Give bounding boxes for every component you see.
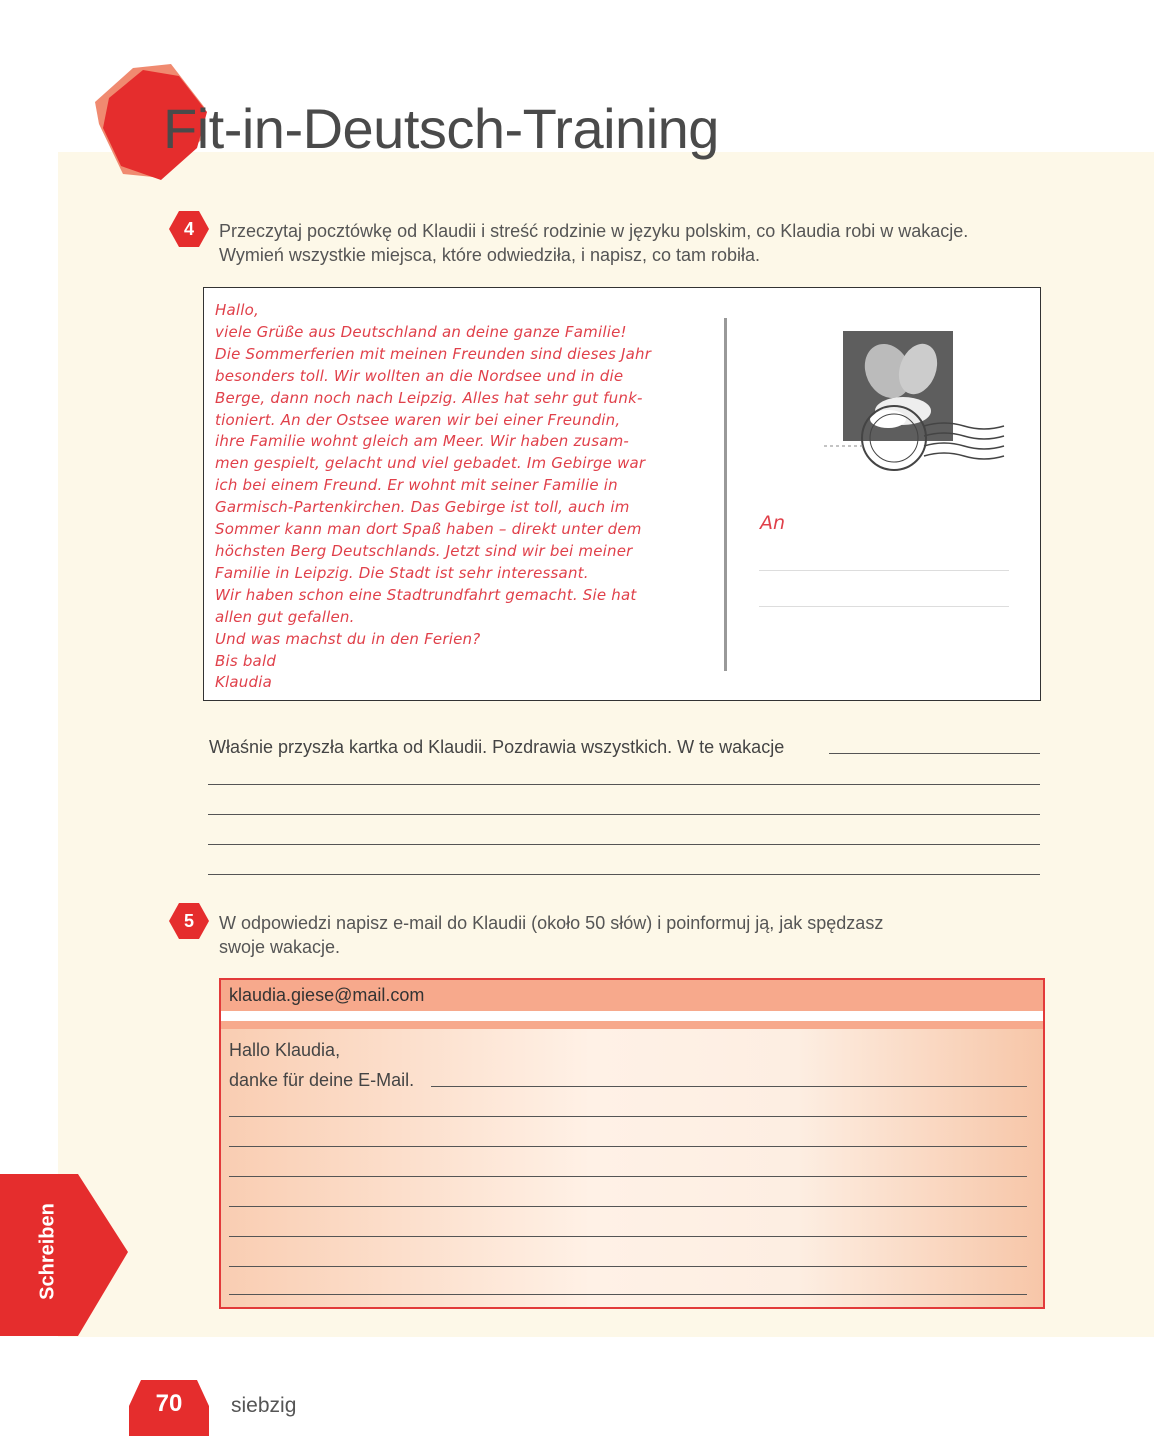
letter-line: besonders toll. Wir wollten an die Nordsee und in die xyxy=(215,366,624,385)
answer-line[interactable] xyxy=(208,874,1040,875)
email-write-line[interactable] xyxy=(229,1294,1027,1295)
page-number-word: siebzig xyxy=(231,1394,297,1417)
email-write-line[interactable] xyxy=(229,1146,1027,1147)
page-number-badge xyxy=(129,1376,209,1436)
section-tab-label: Schreiben xyxy=(36,1203,59,1300)
answer-line[interactable] xyxy=(208,814,1040,815)
email-write-line[interactable] xyxy=(431,1086,1027,1087)
letter-line: Sommer kann man dort Spaß haben – direkt unter dem xyxy=(215,520,642,539)
letter-line: Wir haben schon eine Stadtrundfahrt gemacht. Sie hat xyxy=(215,585,637,604)
email-form xyxy=(219,978,1045,1309)
exercise-5-badge xyxy=(169,901,209,941)
letter-line: ihre Familie wohnt gleich am Meer. Wir haben zusam- xyxy=(215,432,630,451)
section-tab xyxy=(2,1174,92,1336)
email-write-line[interactable] xyxy=(229,1176,1027,1177)
instruction-line: W odpowiedzi napisz e-mail do Klaudii (około 50 słów) i poinformuj ją, jak spędzasz xyxy=(219,913,884,933)
email-recipient: klaudia.giese@mail.com xyxy=(229,985,425,1005)
exercise-4-instruction xyxy=(219,219,968,267)
postcard xyxy=(203,287,1041,701)
instruction-line: swoje wakacje. xyxy=(219,937,341,957)
exercise-4-badge xyxy=(169,209,209,249)
email-header xyxy=(221,980,1043,1011)
letter-line: viele Grüße aus Deutschland an deine ganze Familie! xyxy=(215,322,627,341)
email-separator xyxy=(221,1021,1043,1029)
postmark-icon xyxy=(824,398,1024,478)
letter-line: Familie in Leipzig. Die Stadt ist sehr interessant. xyxy=(215,563,589,582)
exercise-number: 4 xyxy=(183,219,194,239)
email-write-line[interactable] xyxy=(229,1116,1027,1117)
letter-line: Hallo, xyxy=(215,301,259,319)
address-label: An xyxy=(760,512,786,534)
letter-line: allen gut gefallen. xyxy=(215,607,355,626)
email-separator xyxy=(221,1011,1043,1021)
letter-line: tioniert. An der Ostsee waren wir bei einer Freundin, xyxy=(215,410,621,429)
answer-start-text: Właśnie przyszła kartka od Klaudii. Pozdrawia wszystkich. W te wakacje xyxy=(209,737,785,757)
letter-line: Klaudia xyxy=(215,673,272,692)
letter-line: ich bei einem Freund. Er wohnt mit seiner Familie in xyxy=(215,476,618,495)
postcard-divider xyxy=(724,318,727,671)
page-title: Fit-in-Deutsch-Training xyxy=(163,97,719,160)
postcard-letter xyxy=(215,300,715,694)
answer-line[interactable] xyxy=(208,784,1040,785)
email-write-line[interactable] xyxy=(229,1266,1027,1267)
instruction-line: Wymień wszystkie miejsca, które odwiedziła, i napisz, co tam robiła. xyxy=(219,245,761,265)
letter-line: Die Sommerferien mit meinen Freunden sind dieses Jahr xyxy=(215,344,652,363)
email-write-line[interactable] xyxy=(229,1236,1027,1237)
exercise-5-instruction xyxy=(219,911,883,959)
email-write-line[interactable] xyxy=(229,1206,1027,1207)
letter-line: men gespielt, gelacht und viel gebadet. Im Gebirge war xyxy=(215,454,646,473)
address-line xyxy=(759,606,1009,607)
letter-line: Bis bald xyxy=(215,651,277,670)
answer-line[interactable] xyxy=(829,753,1040,754)
letter-line: Berge, dann noch nach Leipzig. Alles hat sehr gut funk- xyxy=(215,388,643,407)
letter-line: höchsten Berg Deutschlands. Jetzt sind wir bei meiner xyxy=(215,541,633,560)
address-line xyxy=(759,570,1009,571)
exercise-number: 5 xyxy=(183,911,194,931)
letter-line: Garmisch-Partenkirchen. Das Gebirge ist toll, auch im xyxy=(215,498,630,517)
email-greeting: Hallo Klaudia, xyxy=(229,1040,341,1060)
email-first-line: danke für deine E-Mail. xyxy=(229,1070,415,1090)
answer-line[interactable] xyxy=(208,844,1040,845)
letter-line: Und was machst du in den Ferien? xyxy=(215,629,481,648)
page-number: 70 xyxy=(155,1390,183,1417)
instruction-line: Przeczytaj pocztówkę od Klaudii i streść rodzinie w języku polskim, co Klaudia robi w wakacje. xyxy=(219,221,969,241)
